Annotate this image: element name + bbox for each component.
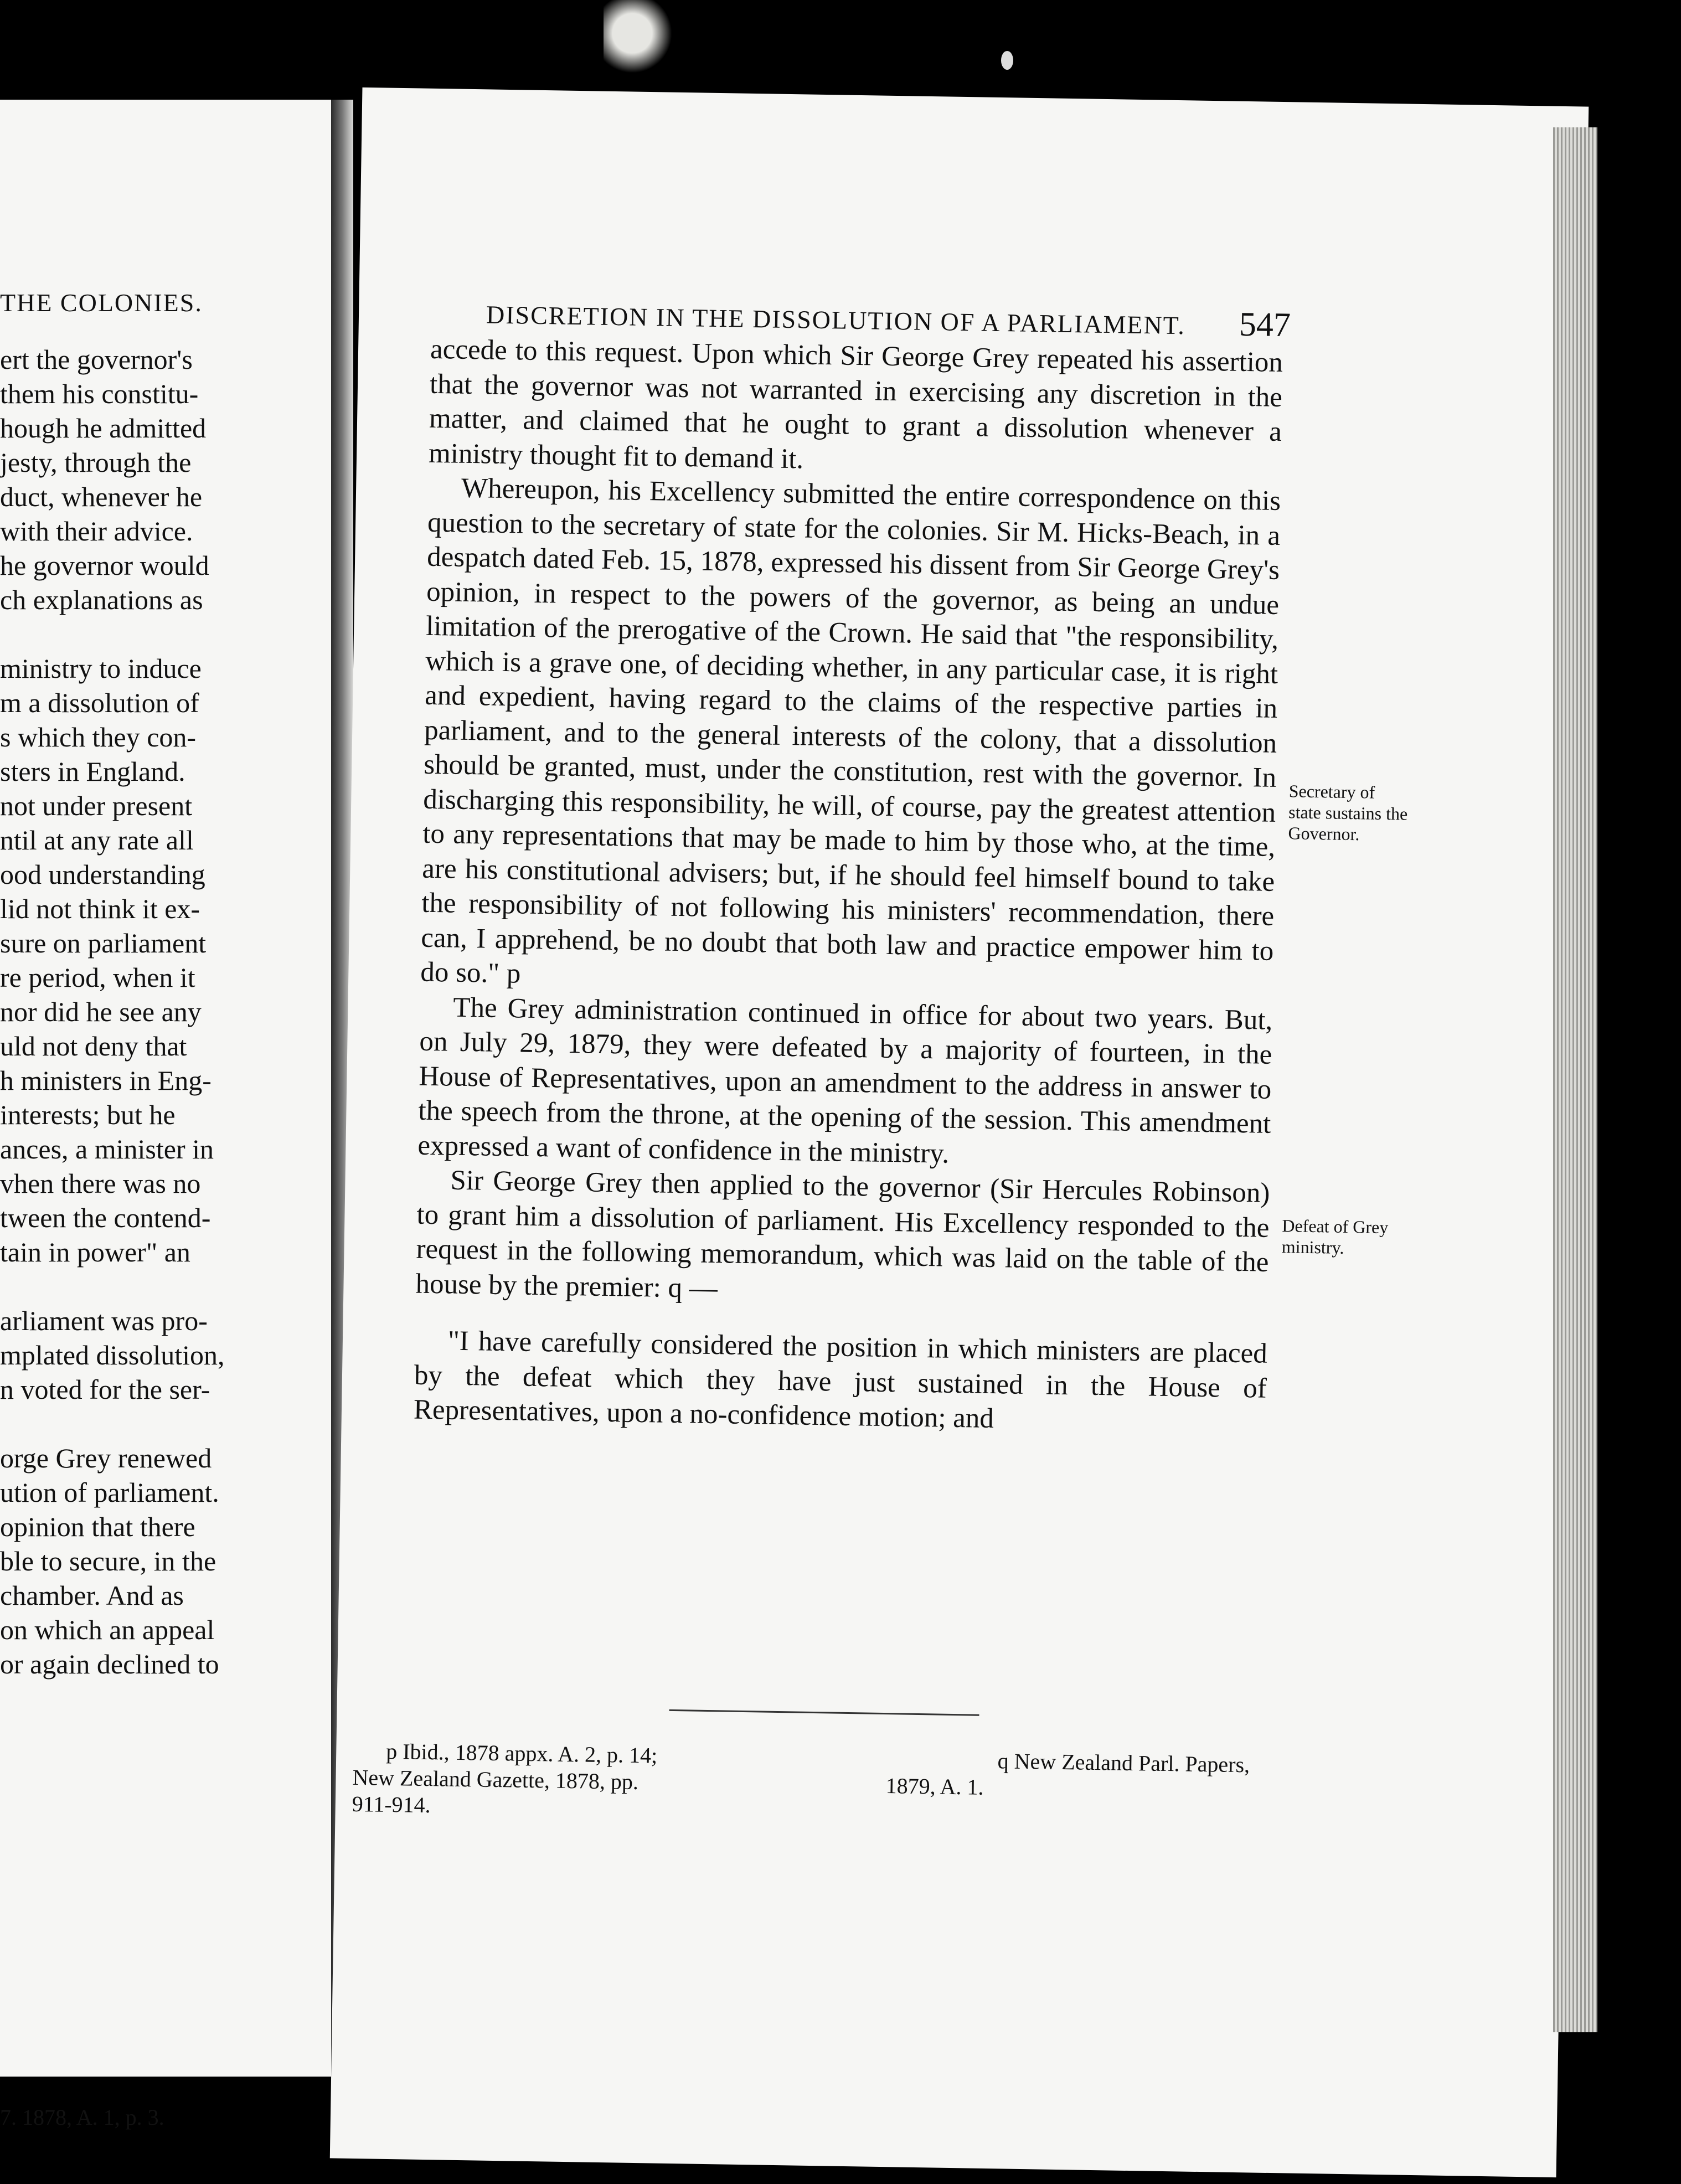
left-text-line: he governor would (0, 550, 209, 581)
left-text-line: with their advice. (0, 516, 193, 547)
page-number: 547 (1239, 305, 1291, 344)
left-text-line: sters in England. (0, 756, 185, 787)
left-footnote: 7. 1878, A. 1, p. 3. (0, 2105, 164, 2130)
left-text-line: uld not deny that (0, 1031, 187, 1062)
left-text-line: chamber. And as (0, 1580, 184, 1611)
paragraph: The Grey administration continued in office for about two years. But, on July 29, 1879, they were defeated by a majority of fourteen, in the House of Representatives, upon an amendment to the address in answer to the speech from the throne, at the opening of the session. This amendment expressed a want of confidence in the ministry. (417, 992, 1273, 1170)
footnote-p: 911-914. (352, 1791, 431, 1818)
footnote-rule (669, 1709, 979, 1716)
left-text-line: or again declined to (0, 1649, 219, 1680)
left-text-line: ch explanations as (0, 584, 203, 615)
left-text-line: ances, a minister in (0, 1134, 214, 1165)
left-text-line: on which an appeal (0, 1614, 215, 1645)
left-running-header: THE COLONIES. (0, 289, 203, 317)
marginal-note: Secretary of state sustains the Governor. (1288, 781, 1408, 844)
right-page (330, 87, 1589, 2177)
paragraph: accede to this request. Upon which Sir George Grey repeated his assertion that the governor was not warranted in exercising any discretion in the matter, and claimed that he ought to grant a dissolution whenever a ministry thought fit to demand it. (428, 333, 1283, 475)
left-text-line: vhen there was no (0, 1168, 201, 1199)
page-edges (1553, 127, 1597, 2032)
left-text-line: arliament was pro- (0, 1305, 208, 1336)
left-text-line: ble to secure, in the (0, 1546, 216, 1577)
left-text-line: nor did he see any (0, 996, 202, 1027)
left-text-line: ution of parliament. (0, 1477, 219, 1508)
left-text-line: s which they con- (0, 722, 197, 753)
left-text-line: mplated dissolution, (0, 1340, 225, 1371)
running-header: DISCRETION IN THE DISSOLUTION OF A PARLIAMENT. (486, 300, 1186, 340)
left-text-line: ntil at any rate all (0, 825, 194, 856)
left-page (0, 100, 335, 2130)
paragraph: Sir George Grey then applied to the governor (Sir Hercules Robinson) to grant him a dissolution of parliament. His Excellency responded to the request in the following memorandum, which was laid on the table of the house by the premier: q — (415, 1165, 1270, 1304)
left-text-line: lid not think it ex- (0, 893, 200, 924)
footnotes (352, 1738, 1250, 1831)
left-text-line: hough he admitted (0, 413, 207, 444)
left-text-line: jesty, through the (0, 447, 192, 478)
left-text-line: h ministers in Eng- (0, 1065, 212, 1096)
left-text-line: ood understanding (0, 859, 205, 890)
page-stain (1001, 51, 1013, 70)
footnote-p: New Zealand Gazette, 1878, pp. (352, 1764, 639, 1795)
left-text-line: re period, when it (0, 962, 195, 993)
paragraph: Whereupon, his Excellency submitted the entire correspondence on this question to the secretary of state for the colonies. Sir M. Hicks-Beach, in a despatch dated Feb. 15, 1878, expressed his dissent from Sir George Grey's opinion, in respect to the powers of the governor, as being an undue limitation of the prerogative of the Crown. He said that "the responsibility, which is a grave one, of deciding whether, in any particular case, it is right and expedient, having regard to the claims of the respective parties in parliament, and to the general interests of the colony, that a dissolution should be granted, must, under the constitution, rest with the governor. In discharging this responsibility, he will, of course, pay the greatest attention to any representations that may be made to him by those who, at the time, are his constitutional advisers; but, if he should feel himself bound to take the responsibility of not following his ministers' recommendation, there can, I apprehend, be no doubt that both law and practice empower him to do so." p (420, 472, 1281, 990)
left-text-line: interests; but he (0, 1099, 176, 1130)
left-text-line: m a dissolution of (0, 687, 199, 718)
marginal-note: Defeat of Grey ministry. (1281, 1215, 1389, 1258)
left-text-line: ministry to induce (0, 653, 202, 684)
left-text-line: not under present (0, 790, 193, 821)
left-text-line: them his constitu- (0, 378, 199, 409)
footnote-p: p Ibid., 1878 appx. A. 2, p. 14; (385, 1738, 658, 1768)
footnote-q: 1879, A. 1. (885, 1773, 984, 1800)
left-text-line: duct, whenever he (0, 481, 203, 512)
page-stain (604, 0, 676, 83)
left-text-line: tween the contend- (0, 1202, 211, 1233)
left-text-line: opinion that there (0, 1511, 195, 1542)
left-text-line: tain in power" an (0, 1237, 190, 1268)
left-text-line: sure on parliament (0, 928, 207, 959)
footnote-q: q New Zealand Parl. Papers, (997, 1748, 1250, 1778)
left-text-line: orge Grey renewed (0, 1443, 212, 1474)
quotation: "I have carefully considered the position in which ministers are placed by the defeat which they have just sustained in the House of Representatives, upon a no-confidence motion; and (413, 1325, 1268, 1435)
left-text-line: n voted for the ser- (0, 1374, 210, 1405)
body-text (414, 332, 1283, 1440)
left-text-line: ert the governor's (0, 344, 193, 375)
